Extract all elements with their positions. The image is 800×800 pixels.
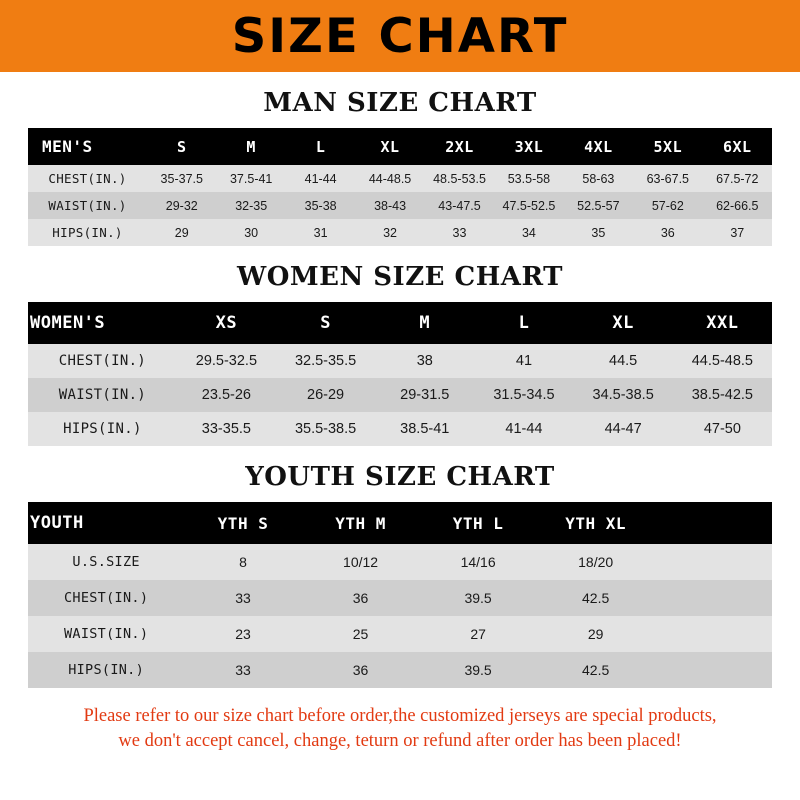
row-label: U.S.SIZE bbox=[72, 554, 140, 570]
cell: 35.5-38.5 bbox=[294, 421, 357, 437]
cell: 44.5 bbox=[609, 353, 638, 369]
column-header: YTH L bbox=[452, 513, 504, 533]
section-youth bbox=[28, 462, 772, 688]
row-label: CHEST(IN.) bbox=[63, 590, 149, 606]
cell: 57-62 bbox=[651, 198, 684, 213]
cell: 8 bbox=[239, 554, 247, 570]
women-size-table bbox=[28, 302, 772, 446]
cell: 33 bbox=[235, 590, 251, 606]
cell-empty bbox=[654, 652, 772, 688]
cell: 38.5-41 bbox=[400, 421, 450, 437]
table-header-row bbox=[28, 302, 772, 344]
cell: 10/12 bbox=[343, 554, 379, 570]
cell: 26-29 bbox=[307, 387, 345, 403]
cell: 18/20 bbox=[578, 554, 614, 570]
cell: 23 bbox=[235, 626, 251, 642]
column-header: M bbox=[419, 313, 431, 333]
cell: 53.5-58 bbox=[507, 171, 551, 186]
table-row bbox=[28, 412, 772, 446]
cell: 47-50 bbox=[703, 421, 741, 437]
column-header: MEN'S bbox=[42, 137, 93, 156]
row-label: CHEST(IN.) bbox=[58, 353, 147, 369]
cell: 29-32 bbox=[165, 198, 198, 213]
cell: 29 bbox=[587, 626, 604, 642]
column-header: XS bbox=[215, 313, 238, 333]
footer-line-1: Please refer to our size chart before order,the customized jerseys are special products, bbox=[83, 706, 717, 726]
cell-empty bbox=[654, 544, 772, 580]
column-header: 3XL bbox=[514, 137, 544, 156]
cell: 58-63 bbox=[582, 171, 615, 186]
row-label: WAIST(IN.) bbox=[63, 626, 149, 642]
cell: 39.5 bbox=[464, 590, 492, 606]
section-men bbox=[28, 88, 772, 246]
cell: 14/16 bbox=[460, 554, 496, 570]
column-header: S bbox=[176, 137, 187, 156]
cell: 36 bbox=[352, 590, 369, 606]
section-title-women: WOMEN SIZE CHART bbox=[237, 262, 563, 292]
cell-empty bbox=[654, 616, 772, 652]
cell: 29 bbox=[174, 225, 189, 240]
table-row bbox=[28, 580, 772, 616]
column-header: XL bbox=[380, 137, 400, 156]
cell: 32 bbox=[383, 225, 398, 240]
column-header: 4XL bbox=[584, 137, 613, 156]
youth-size-table bbox=[28, 502, 772, 688]
column-header: YTH M bbox=[335, 513, 386, 533]
cell: 36 bbox=[352, 662, 369, 678]
column-header: 6XL bbox=[722, 137, 752, 156]
column-header: L bbox=[315, 137, 326, 156]
cell: 63-67.5 bbox=[646, 171, 690, 186]
table-row bbox=[28, 165, 772, 192]
page-title: SIZE CHART bbox=[231, 8, 569, 64]
cell: 43-47.5 bbox=[438, 198, 481, 213]
cell: 41-44 bbox=[304, 171, 337, 186]
table-row bbox=[28, 378, 772, 412]
cell: 38.5-42.5 bbox=[691, 387, 753, 403]
chart-content bbox=[0, 88, 800, 754]
table-row bbox=[28, 192, 772, 219]
cell: 23.5-26 bbox=[201, 387, 251, 403]
cell: 34.5-38.5 bbox=[592, 387, 654, 403]
column-header: YOUTH bbox=[30, 513, 84, 533]
cell: 36 bbox=[660, 225, 675, 240]
cell: 30 bbox=[244, 225, 259, 240]
table-row bbox=[28, 344, 772, 378]
cell: 44-48.5 bbox=[368, 171, 412, 186]
row-label: WAIST(IN.) bbox=[58, 387, 147, 403]
column-header: S bbox=[320, 313, 331, 333]
cell: 44-47 bbox=[604, 421, 642, 437]
cell: 41 bbox=[515, 353, 533, 369]
header-band bbox=[0, 0, 800, 72]
table-row bbox=[28, 616, 772, 652]
cell-empty bbox=[654, 580, 772, 616]
column-header: XXL bbox=[706, 313, 739, 333]
cell: 37 bbox=[730, 225, 745, 240]
cell: 33 bbox=[452, 225, 467, 240]
cell: 33 bbox=[235, 662, 251, 678]
cell: 35-37.5 bbox=[160, 171, 203, 186]
column-header: YTH XL bbox=[565, 513, 627, 533]
cell: 38 bbox=[416, 353, 433, 369]
row-label: HIPS(IN.) bbox=[68, 662, 145, 678]
table-row bbox=[28, 652, 772, 688]
column-header: 2XL bbox=[445, 137, 474, 156]
cell: 25 bbox=[352, 626, 369, 642]
column-header: M bbox=[246, 137, 256, 156]
cell: 31 bbox=[313, 225, 328, 240]
column-header: XL bbox=[612, 313, 634, 333]
row-label: WAIST(IN.) bbox=[48, 198, 127, 213]
column-header: WOMEN'S bbox=[30, 313, 106, 333]
section-title-men: MAN SIZE CHART bbox=[263, 88, 537, 118]
row-label: HIPS(IN.) bbox=[52, 225, 123, 240]
cell: 48.5-53.5 bbox=[433, 171, 486, 186]
cell: 32.5-35.5 bbox=[294, 353, 357, 369]
cell: 38-43 bbox=[374, 198, 407, 213]
cell: 31.5-34.5 bbox=[493, 387, 555, 403]
cell: 27 bbox=[470, 626, 486, 642]
section-title-youth: YOUTH SIZE CHART bbox=[245, 462, 555, 492]
cell: 62-66.5 bbox=[716, 198, 759, 213]
cell: 33-35.5 bbox=[201, 421, 251, 437]
cell: 29.5-32.5 bbox=[195, 353, 258, 369]
men-size-table bbox=[28, 128, 772, 246]
cell: 47.5-52.5 bbox=[502, 198, 556, 213]
cell: 67.5-72 bbox=[716, 171, 759, 186]
column-header-empty bbox=[654, 502, 772, 544]
cell: 35 bbox=[591, 225, 606, 240]
table-header-row bbox=[28, 128, 772, 165]
cell: 35-38 bbox=[304, 198, 337, 213]
row-label: HIPS(IN.) bbox=[63, 421, 142, 437]
table-header-row bbox=[28, 502, 772, 544]
cell: 42.5 bbox=[582, 662, 610, 678]
cell: 52.5-57 bbox=[577, 198, 620, 213]
cell: 44.5-48.5 bbox=[691, 353, 753, 369]
table-row bbox=[28, 544, 772, 580]
cell: 42.5 bbox=[582, 590, 610, 606]
section-women bbox=[28, 262, 772, 446]
cell: 39.5 bbox=[464, 662, 492, 678]
cell: 41-44 bbox=[505, 421, 543, 437]
cell: 37.5-41 bbox=[229, 171, 273, 186]
column-header: YTH S bbox=[217, 513, 269, 533]
column-header: 5XL bbox=[653, 137, 683, 156]
row-label: CHEST(IN.) bbox=[48, 171, 127, 186]
cell: 32-35 bbox=[235, 198, 268, 213]
cell: 29-31.5 bbox=[400, 387, 450, 403]
footer-disclaimer bbox=[28, 704, 772, 754]
table-row bbox=[28, 219, 772, 246]
cell: 34 bbox=[521, 225, 536, 240]
footer-line-2: we don't accept cancel, change, teturn or refund after order has been placed! bbox=[118, 730, 682, 751]
column-header: L bbox=[518, 313, 530, 333]
